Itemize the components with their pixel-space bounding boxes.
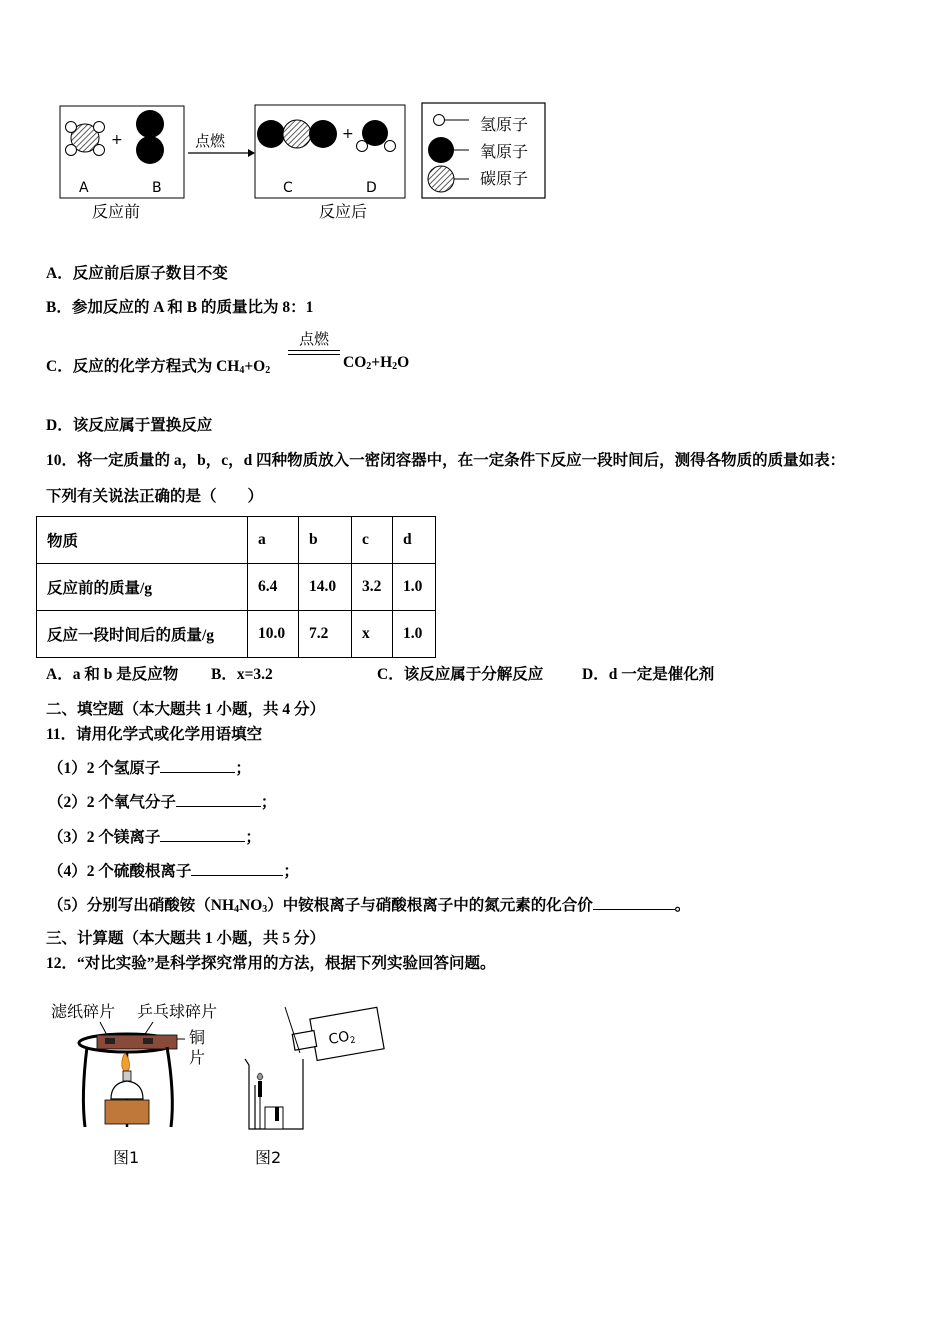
reaction-diagram	[55, 100, 555, 225]
q9-option-c: C．反应的化学方程式为 $CH_4+O_2$	[46, 358, 271, 376]
fig1-copper-label-2: 片	[189, 1048, 206, 1067]
table-row	[37, 611, 436, 658]
alcohol-lamp-icon	[105, 1053, 149, 1124]
label-c: C	[283, 180, 293, 196]
svg-text:氢原子: 氢原子	[480, 115, 529, 134]
table-cell: a	[248, 517, 299, 564]
molecule-c	[257, 120, 337, 148]
q10-stem-line2: 下列有关说法正确的是（ ）	[46, 488, 264, 505]
after-box	[255, 105, 405, 198]
answer-blank[interactable]	[176, 792, 261, 807]
q10-option-a: A．a 和 b 是反应物	[46, 666, 179, 683]
table-cell: 7.2	[299, 611, 352, 658]
molecule-b	[136, 110, 164, 164]
wood-block	[105, 1100, 149, 1124]
plus-sign-2: +	[342, 126, 354, 142]
table-cell: b	[299, 517, 352, 564]
answer-blank[interactable]	[191, 861, 283, 876]
legend-carbon	[428, 166, 528, 192]
q11-stem: 11．请用化学式或化学用语填空	[46, 726, 263, 743]
q11-item-3: （3）2 个镁离子 ；	[48, 829, 261, 846]
molecule-a	[66, 122, 105, 156]
svg-text:氧原子: 氧原子	[480, 142, 529, 161]
after-caption: 反应后	[319, 202, 368, 221]
arrow-label: 点燃	[195, 132, 226, 150]
table-cell: 物质	[37, 517, 248, 564]
table-row	[37, 564, 436, 611]
fig2-caption: 图2	[255, 1148, 282, 1167]
svg-text:碳原子: 碳原子	[480, 169, 529, 188]
table-cell: 14.0	[299, 564, 352, 611]
q11-item-2: （2）2 个氧气分子 ；	[48, 794, 277, 811]
equation-bar-top	[288, 350, 340, 351]
fig2-gas-label: $CO_2$	[327, 1028, 357, 1049]
q9-option-d: D．该反应属于置换反应	[46, 417, 213, 434]
q10-stem-line1: 10．将一定质量的 a，b，c，d 四种物质放入一密闭容器中，在一定条件下反应一段时间后，测得各物质的质量如表：	[46, 452, 846, 469]
table-cell: d	[393, 517, 436, 564]
section3-heading: 三、计算题（本大题共 1 小题，共 5 分）	[46, 930, 326, 947]
fig1-pingpong-label: 乒乓球碎片	[137, 1002, 218, 1021]
table-cell: x	[352, 611, 393, 658]
q9-option-a: A．反应前后原子数目不变	[46, 265, 228, 282]
table-cell: 3.2	[352, 564, 393, 611]
label-b: B	[152, 180, 162, 196]
table-cell: 反应前的质量/g	[37, 564, 248, 611]
table-cell: 1.0	[393, 564, 436, 611]
plus-sign: +	[111, 132, 123, 148]
q10-option-d: D．d 一定是催化剂	[582, 666, 715, 683]
table-row	[37, 517, 436, 564]
equation-condition: 点燃	[298, 330, 329, 348]
section2-heading: 二、填空题（本大题共 1 小题，共 4 分）	[46, 701, 326, 718]
q11-item-1: （1）2 个氢原子 ；	[48, 760, 251, 777]
table-cell: 1.0	[393, 611, 436, 658]
experiment-figures	[45, 995, 390, 1170]
before-caption: 反应前	[92, 202, 141, 221]
legend-oxygen	[428, 137, 528, 163]
q9-option-b: B．参加反应的 A 和 B 的质量比为 8：1	[46, 299, 314, 316]
table-cell: 10.0	[248, 611, 299, 658]
q9-option-c-products: $CO_2+H_2O$	[343, 354, 410, 372]
q11-item-4: （4）2 个硫酸根离子 ；	[48, 863, 299, 880]
fig1-caption: 图1	[113, 1148, 140, 1167]
co2-bottle-icon	[285, 1007, 384, 1064]
equation-bar-bottom	[288, 354, 340, 355]
molecule-d	[357, 120, 396, 152]
answer-blank[interactable]	[160, 827, 245, 842]
legend-hydrogen	[434, 115, 529, 135]
answer-blank[interactable]	[593, 895, 675, 910]
q12-stem: 12．“对比实验”是科学探究常用的方法，根据下列实验回答问题。	[46, 955, 496, 972]
fig1-copper-label-1: 铜	[189, 1028, 206, 1047]
fig1-filter-label: 滤纸碎片	[51, 1002, 116, 1021]
answer-blank[interactable]	[160, 758, 235, 773]
arrow-icon	[248, 149, 255, 157]
q10-option-b: B．x=3.2	[211, 666, 273, 683]
table-cell: c	[352, 517, 393, 564]
mass-table	[36, 516, 436, 658]
table-cell: 6.4	[248, 564, 299, 611]
q10-option-c: C．该反应属于分解反应	[377, 666, 544, 683]
beaker-icon	[245, 1059, 303, 1129]
table-cell: 反应一段时间后的质量/g	[37, 611, 248, 658]
label-a: A	[79, 180, 89, 196]
q11-item-5: （5）分别写出硝酸铵$(NH_4NO_3)$中铵根离子与硝酸根离子中的氮元素的化合价 。	[48, 897, 691, 915]
label-d: D	[366, 180, 377, 196]
